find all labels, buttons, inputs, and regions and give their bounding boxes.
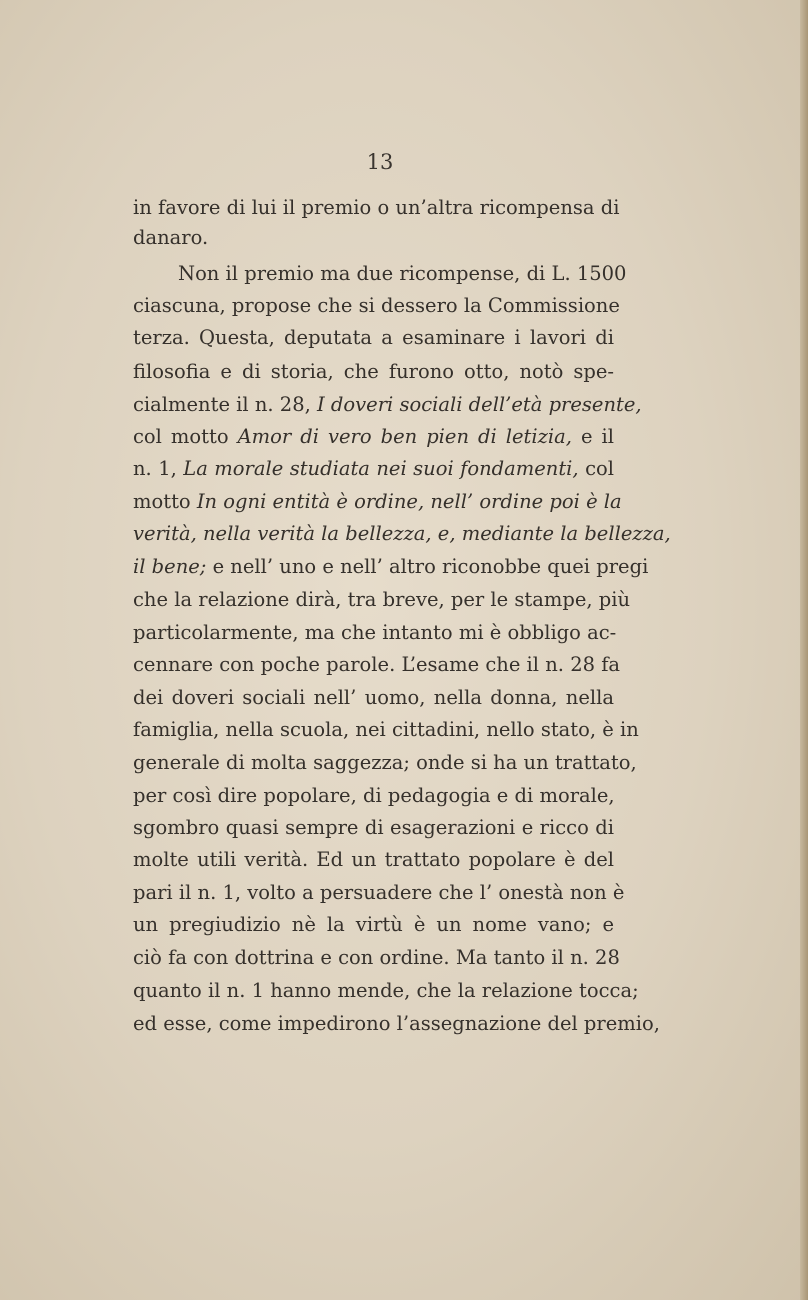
text-line-20: sgombro quasi sempre di esagerazioni e ricco di: [133, 816, 614, 839]
line-8-plain: col motto: [133, 425, 238, 448]
text-line-14: particolarmente, ma che intanto mi è obbligo ac-: [133, 621, 617, 644]
text-line-6: filosofia e di storia, che furono otto, notò spe-: [133, 360, 614, 383]
line-7-plain: cialmente il n. 28,: [133, 393, 318, 416]
text-line-25: quanto il n. 1 hanno mende, che la relazione tocca;: [133, 979, 639, 1002]
text-line-23: un pregiudizio nè la virtù è un nome vano; e: [133, 913, 614, 936]
text-line-26: ed esse, come impedirono l’assegnazione del premio,: [133, 1012, 660, 1035]
text-line-8: [133, 422, 614, 452]
text-line-16: dei doveri sociali nell’ uomo, nella donna, nella: [133, 686, 614, 709]
text-line-10: [133, 487, 622, 517]
text-line-1: in favore di lui il premio o un’altra ricompensa di: [133, 196, 620, 219]
text-line-12: [133, 552, 649, 582]
text-line-11: [133, 519, 671, 549]
line-8-motto: Amor di vero ben pien di letizia,: [237, 425, 572, 448]
text-line-4: ciascuna, propose che si dessero la Commissione: [133, 294, 620, 317]
text-line-24: ciò fa con dottrina e con ordine. Ma tanto il n. 28: [133, 946, 620, 969]
page-edge: [800, 0, 808, 1300]
text-line-21: molte utili verità. Ed un trattato popolare è del: [133, 848, 614, 871]
line-10-plain: motto: [133, 490, 197, 513]
line-11-motto: verità, nella verità la bellezza, e, mediante la bellezza,: [133, 522, 671, 545]
text-line-7: [133, 390, 642, 420]
line-9-tail: col: [578, 457, 614, 480]
text-line-19: per così dire popolare, di pedagogia e di morale,: [133, 784, 615, 807]
text-line-3: Non il premio ma due ricompense, di L. 1500: [178, 262, 627, 285]
text-line-22: pari il n. 1, volto a persuadere che l’ onestà non è: [133, 881, 625, 904]
line-12-motto-end: il bene;: [133, 555, 207, 578]
text-line-9: [133, 454, 614, 484]
page-number: 13: [366, 150, 394, 174]
line-8-tail: e il: [571, 425, 614, 448]
line-7-title: I doveri sociali dell’età presente,: [317, 393, 642, 416]
line-12-tail: e nell’ uno e nell’ altro riconobbe quei pregi: [206, 555, 649, 578]
text-line-15: cennare con poche parole. L’esame che il n. 28 fa: [133, 653, 621, 676]
text-line-13: che la relazione dirà, tra breve, per le stampe, più: [133, 588, 631, 611]
text-line-18: generale di molta saggezza; onde si ha un trattato,: [133, 751, 637, 774]
line-9-title: La morale studiata nei suoi fondamenti,: [183, 457, 579, 480]
text-line-5: terza. Questa, deputata a esaminare i lavori di: [133, 326, 614, 349]
text-line-17: famiglia, nella scuola, nei cittadini, nello stato, è in: [133, 718, 639, 741]
line-10-motto: In ogni entità è ordine, nell’ ordine poi è la: [196, 490, 622, 513]
line-9-plain: n. 1,: [133, 457, 184, 480]
text-line-2: danaro.: [133, 226, 209, 249]
